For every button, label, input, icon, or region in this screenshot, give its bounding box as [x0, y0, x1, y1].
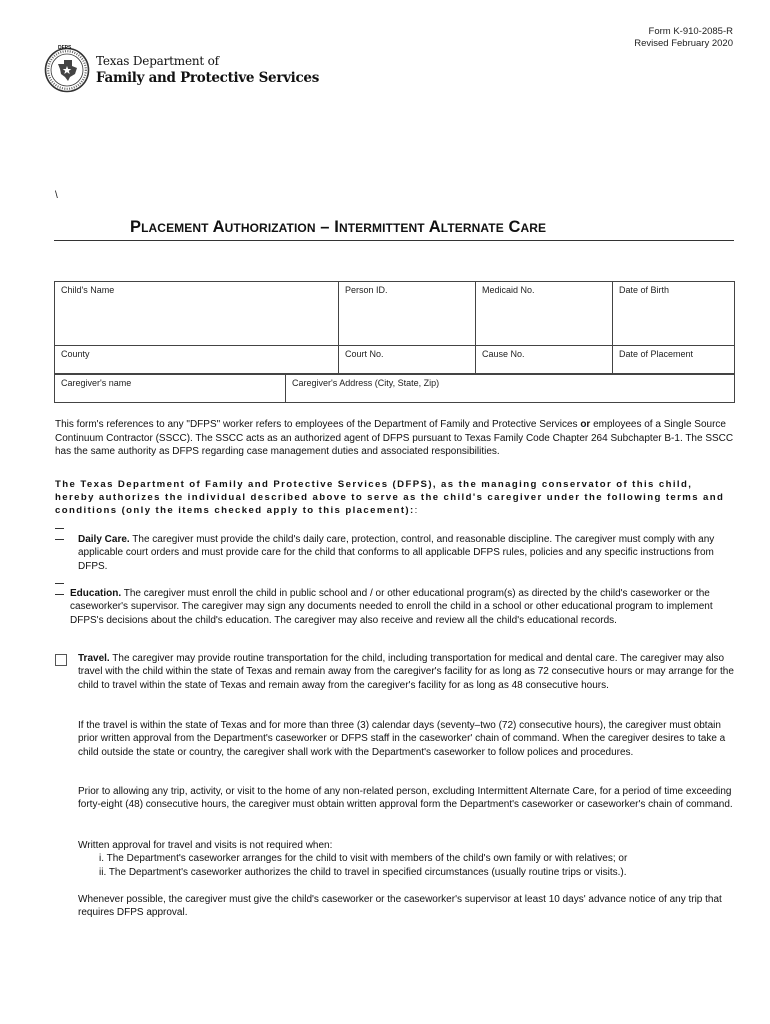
daily-care-label: Daily Care.	[78, 534, 130, 545]
travel-paragraph-4: Written approval for travel and visits is not required when:	[78, 840, 333, 851]
travel-sub-item-i: i. The Department's caseworker arranges for the child to visit with members of the child's own family or with relatives; or	[99, 853, 628, 864]
revised-date: Revised February 2020	[634, 38, 733, 49]
caregiver-info-table	[54, 374, 735, 403]
cause-no-field[interactable]: Cause No.	[476, 346, 613, 374]
form-number: Form K-910-2085-R	[648, 26, 733, 37]
intro-text-b: employees of a Single Source Continuum Contractor (SSCC). The SSCC acts as an authorized agent of DFPS pursuant to Texas Family Code Chapter 264 Subchapter B-1. The SSCC has the same authority as DFPS regarding case management duties and associated responsibilities.	[55, 419, 734, 457]
agency-name-line2: Family and Protective Services	[96, 70, 320, 86]
person-id-field[interactable]: Person ID.	[339, 282, 476, 346]
dfps-seal-logo	[44, 47, 90, 93]
education-text: The caregiver must enroll the child in public school and / or other educational program(s) as directed by the child's caseworker or the caseworker's supervisor. The caregiver may sign any documents needed to enroll the child in a school or other educational program to implement DFPS's decisions about the child's education. The caregiver may also receive and review all the child's educational records.	[70, 588, 713, 626]
travel-paragraph-3: Prior to allowing any trip, activity, or visit to the home of any non-related person, excluding Intermittent Alternate Care, for a period of time exceeding forty-eight (48) consecutive hours, the caregiver must obtain written approval form the Department's caseworker or caseworker's chain of command.	[78, 786, 733, 811]
caregiver-name-field[interactable]: Caregiver's name	[55, 375, 286, 403]
childs-name-field[interactable]: Child's Name	[55, 282, 339, 346]
date-of-placement-field[interactable]: Date of Placement	[613, 346, 735, 374]
page-title: Placement Authorization – Intermittent Alternate Care	[130, 218, 547, 236]
child-info-table	[54, 281, 735, 374]
authorization-text: The Texas Department of Family and Protective Services (DFPS), as the managing conservator of this child, hereby authorizes the individual described above to serve as the child's caregiver under the following terms and conditions (only the items checked apply to this placement):	[55, 479, 725, 516]
county-field[interactable]: County	[55, 346, 339, 374]
travel-item	[78, 652, 734, 692]
form-number-block	[634, 26, 733, 50]
seal-text: DFPS	[58, 45, 72, 51]
authorization-statement	[55, 478, 735, 517]
travel-paragraph-2: If the travel is within the state of Texas and for more than three (3) calendar days (seventy–two (72) consecutive hours), the caregiver must obtain prior written approval from the Department's caseworker or DFPS staff in the caseworker' chain of command. When the caregiver desires to take a child outside the state or country, the caregiver shall work with the Department's caseworker to follow polices and procedures.	[78, 720, 726, 758]
travel-paragraph-5: Whenever possible, the caregiver must give the child's caseworker or the caseworker's supervisor at least 10 days' advance notice of any trip that requires DFPS approval.	[78, 894, 722, 919]
daily-care-text: The caregiver must provide the child's daily care, protection, control, and reasonable discipline. The caregiver must comply with any applicable court orders and must provide care for the child that conforms to all applicable DFPS rules, policies and any specific instructions from DFPS.	[78, 534, 715, 572]
agency-name-line1: Texas Department of	[96, 54, 219, 68]
court-no-field[interactable]: Court No.	[339, 346, 476, 374]
education-checkbox[interactable]	[55, 583, 64, 595]
education-label: Education.	[70, 588, 122, 599]
travel-text: The caregiver may provide routine transportation for the child, including transportation for medical and dental care. The caregiver may also travel with the child within the state of Texas and remain away from the caregiver's facility for as long as 72 consecutive hours or may arrange for the child to travel within the state of Texas and remain away from the caregiver's facility for as long as 48 consecutive hours.	[78, 653, 734, 691]
date-of-birth-field[interactable]: Date of Birth	[613, 282, 735, 346]
stray-mark: \	[55, 190, 58, 201]
travel-checkbox[interactable]	[55, 654, 67, 666]
medicaid-no-field[interactable]: Medicaid No.	[476, 282, 613, 346]
travel-label: Travel.	[78, 653, 110, 664]
daily-care-checkbox[interactable]	[55, 528, 64, 540]
title-rule	[54, 240, 734, 241]
travel-sub-item-ii: ii. The Department's caseworker authorizes the child to travel in specified circumstances (usually routine trips or visits.).	[99, 867, 627, 878]
intro-or: or	[580, 419, 591, 430]
education-item	[70, 587, 734, 627]
caregiver-address-field[interactable]: Caregiver's Address (City, State, Zip)	[286, 375, 735, 403]
daily-care-item	[78, 533, 734, 573]
authorization-tail: :	[414, 505, 419, 516]
intro-text-a: This form's references to any "DFPS" worker refers to employees of the Department of Family and Protective Services	[55, 419, 581, 430]
intro-paragraph	[55, 418, 735, 459]
